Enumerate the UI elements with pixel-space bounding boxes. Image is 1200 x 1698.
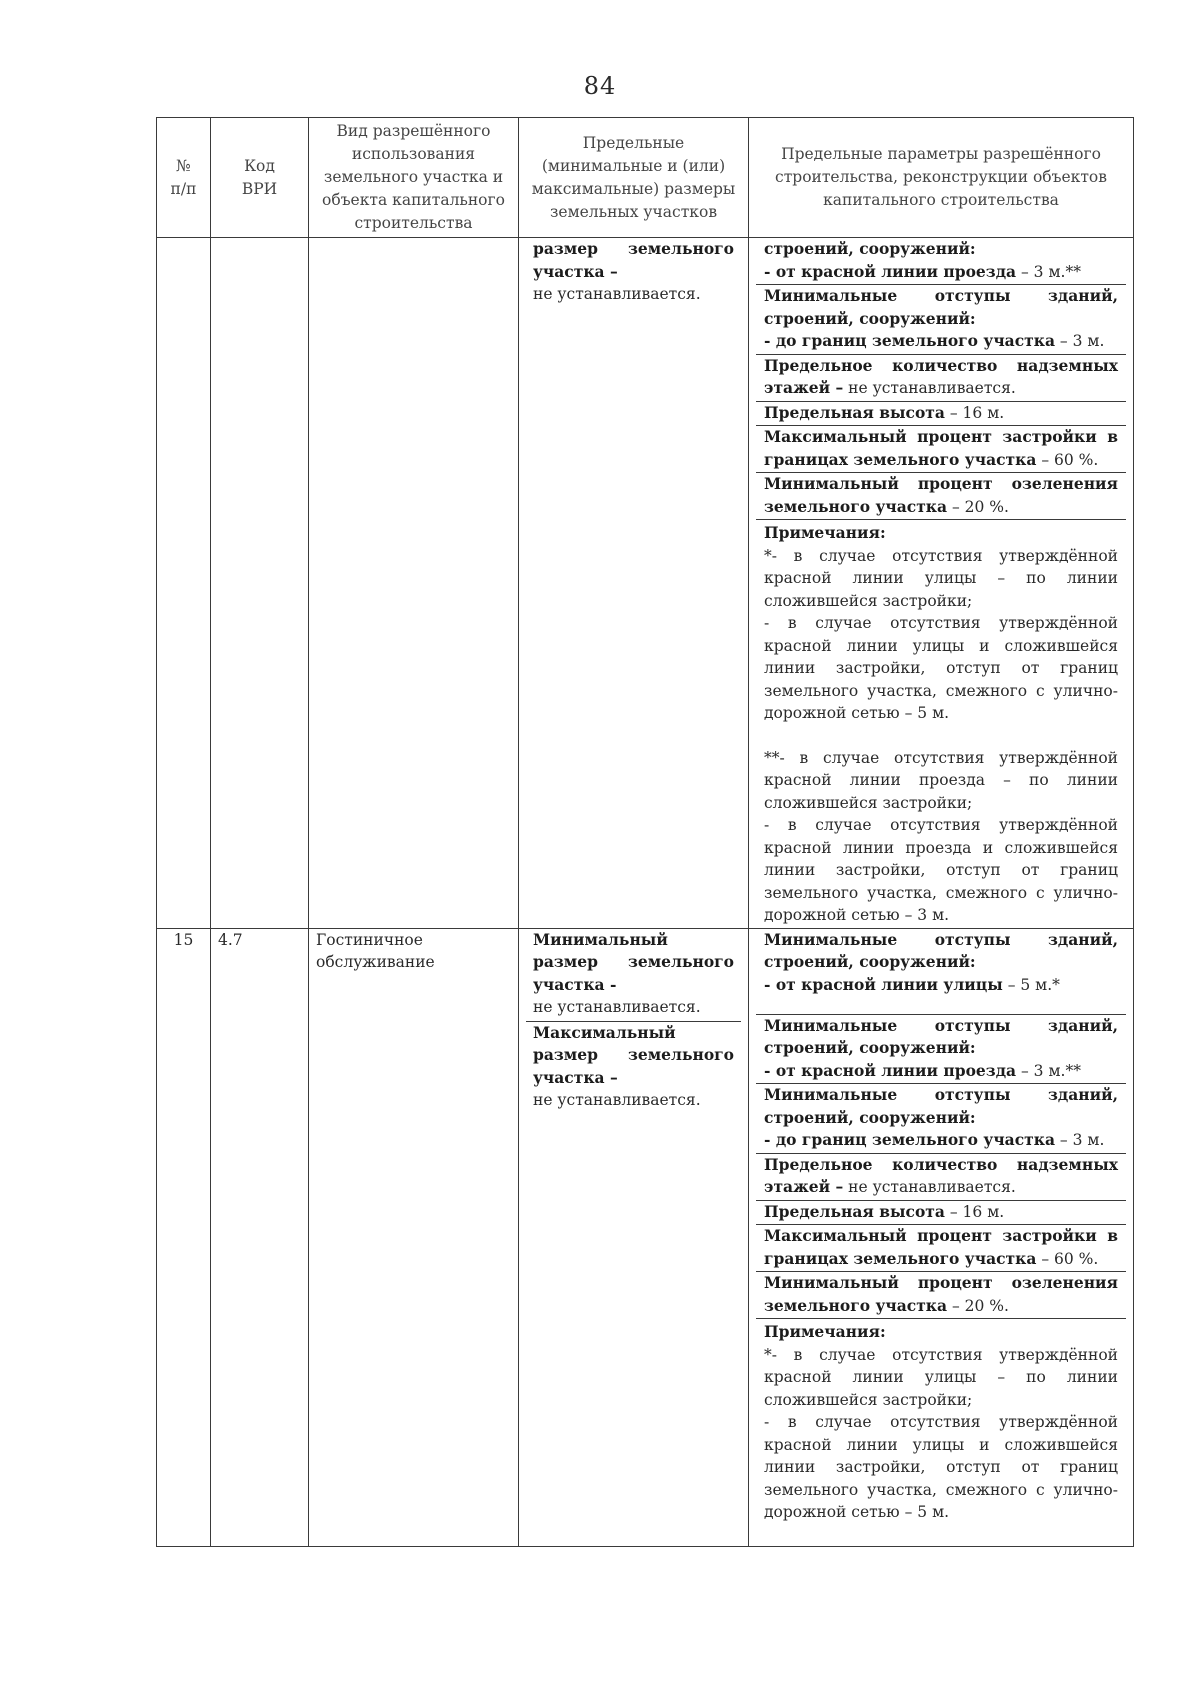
param-title: Минимальные отступы зданий, строений, сооружений:	[764, 1015, 1118, 1057]
note-text: *- в случае отсутствия утверждённой красной линии улицы – по линии сложившейся застройки;	[764, 546, 1118, 610]
param-value: – 60 %.	[1036, 450, 1099, 469]
param-title: Предельное количество надземных этажей –	[764, 355, 1118, 397]
param-value: не устанавливается.	[843, 379, 1016, 397]
param-value: – 20 %.	[947, 497, 1009, 516]
param-title: Предельная высота	[764, 402, 945, 422]
cell-params	[749, 928, 1134, 1546]
param-value: не устанавливается.	[843, 1178, 1016, 1196]
size-label: размер земельного участка –	[533, 239, 734, 281]
param-value: – 5 м.*	[1002, 975, 1060, 994]
cell-num: 15	[157, 928, 211, 1546]
param-title: Максимальный процент застройки в границах земельного участка	[764, 1226, 1118, 1268]
param-title: Минимальные отступы зданий, строений, сооружений:	[764, 286, 1118, 328]
header-num: № п/п	[157, 118, 211, 238]
param-title: Минимальный процент озеленения земельного участка	[764, 474, 1118, 516]
param-value: – 20 %.	[947, 1296, 1009, 1315]
cell-size-cont	[519, 238, 749, 929]
regulations-table	[156, 117, 1134, 1547]
param-line: - от красной линии проезда	[764, 1060, 1017, 1080]
param-value: – 16 м.	[944, 403, 1005, 422]
note-text: *- в случае отсутствия утверждённой красной линии улицы – по линии сложившейся застройки;	[764, 1345, 1118, 1409]
param-line: строений, сооружений:	[764, 239, 976, 258]
min-size-value: не устанавливается.	[533, 998, 701, 1016]
min-size-label: Минимальный размер земельного участка -	[533, 929, 734, 994]
header-size: Предельные (минимальные и (или) максимальные) размеры земельных участков	[519, 118, 749, 238]
param-value: – 3 м.	[1055, 332, 1105, 350]
notes-title: Примечания:	[764, 1322, 886, 1341]
param-title: Минимальные отступы зданий, строений, сооружений:	[764, 1085, 1118, 1127]
notes-title: Примечания:	[764, 523, 886, 542]
param-value: – 60 %.	[1036, 1249, 1099, 1268]
max-size-value: не устанавливается.	[533, 1091, 701, 1109]
header-params: Предельные параметры разрешённого строительства, реконструкции объектов капитального строительства	[749, 118, 1134, 238]
size-value: не устанавливается.	[533, 285, 701, 303]
param-line: - до границ земельного участка	[764, 1130, 1055, 1149]
header-use: Вид разрешённого использования земельного участка и объекта капитального строительства	[309, 118, 519, 238]
param-value: – 16 м.	[944, 1202, 1005, 1221]
param-title: Минимальный процент озеленения земельного участка	[764, 1273, 1118, 1315]
param-value: – 3 м.**	[1016, 262, 1081, 281]
note-text: - в случае отсутствия утверждённой красной линии проезда и сложившейся линии застройки, отступ от границ земельного участка, смежного с улично-дорожной сетью – 3 м.	[764, 816, 1118, 924]
param-line: - до границ земельного участка	[764, 331, 1055, 350]
table-row-15	[157, 928, 1134, 1546]
note-text: **- в случае отсутствия утверждённой красной линии проезда – по линии сложившейся застройки;	[764, 748, 1118, 812]
cell-size	[519, 928, 749, 1546]
param-title: Минимальные отступы зданий, строений, сооружений:	[764, 929, 1118, 971]
cell-num-empty	[157, 238, 211, 929]
header-code: Код ВРИ	[211, 118, 309, 238]
max-size-label: Максимальный размер земельного участка –	[533, 1022, 734, 1087]
cell-use-empty	[309, 238, 519, 929]
cell-use: Гостиничное обслуживание	[309, 928, 519, 1546]
cell-code-empty	[211, 238, 309, 929]
cell-params-cont	[749, 238, 1134, 929]
note-text: - в случае отсутствия утверждённой красной линии улицы и сложившейся линии застройки, отступ от границ земельного участка, смежного с улично-дорожной сетью – 5 м.	[764, 614, 1118, 722]
param-line: - от красной линии проезда	[764, 261, 1017, 281]
param-title: Предельное количество надземных этажей –	[764, 1154, 1118, 1196]
page-number: 84	[583, 72, 617, 100]
param-title: Предельная высота	[764, 1201, 945, 1221]
param-value: – 3 м.	[1055, 1131, 1105, 1149]
note-text: - в случае отсутствия утверждённой красной линии улицы и сложившейся линии застройки, отступ от границ земельного участка, смежного с улично-дорожной сетью – 5 м.	[764, 1413, 1118, 1521]
param-title: Максимальный процент застройки в границах земельного участка	[764, 427, 1118, 469]
table-row-continuation	[157, 238, 1134, 929]
param-line: - от красной линии улицы	[764, 974, 1003, 994]
cell-code: 4.7	[211, 928, 309, 1546]
param-value: – 3 м.**	[1016, 1061, 1081, 1080]
table-header-row	[157, 118, 1134, 238]
